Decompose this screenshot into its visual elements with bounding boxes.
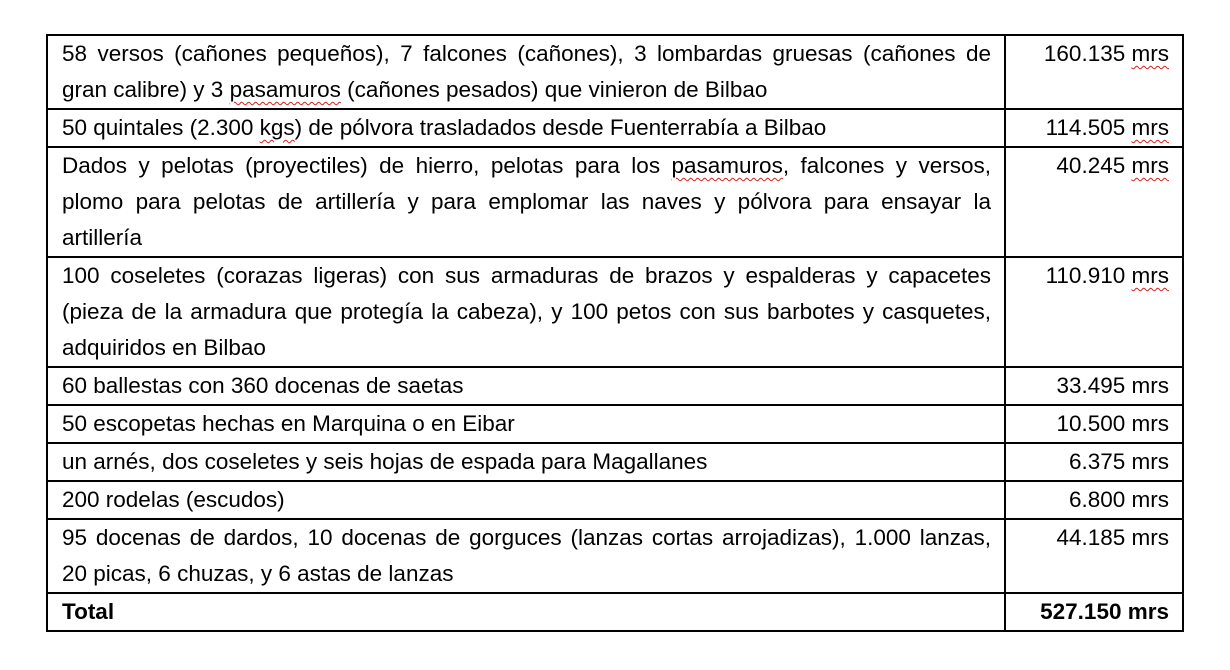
- item-description: [47, 109, 1005, 147]
- description-text: 58 versos (cañones pequeños), 7 falcones (cañones), 3 lombardas gruesas (cañones de gran calibre) y 3: [62, 41, 991, 102]
- expenses-table: [46, 34, 1184, 632]
- description-text: 95 docenas de dardos, 10 docenas de gorguces (lanzas cortas arrojadizas), 1.000 lanzas, 20 picas, 6 chuzas, y 6 astas de lanzas: [62, 525, 991, 586]
- item-description: [47, 147, 1005, 257]
- total-row: [47, 593, 1183, 631]
- amount-text: 110.910: [1045, 263, 1132, 288]
- item-amount: [1005, 443, 1183, 481]
- item-amount: [1005, 367, 1183, 405]
- item-amount: [1005, 519, 1183, 593]
- amount-text: 10.500 mrs: [1056, 411, 1169, 436]
- item-description: [47, 481, 1005, 519]
- description-text: un arnés, dos coseletes y seis hojas de espada para Magallanes: [62, 449, 708, 474]
- description-text: (cañones pesados) que vinieron de Bilbao: [340, 77, 768, 102]
- amount-text: 40.245: [1056, 153, 1132, 178]
- spellcheck-flagged-word: mrs: [1131, 115, 1169, 140]
- description-text: Dados y pelotas (proyectiles) de hierro, pelotas para los: [62, 153, 672, 178]
- table-row: [47, 519, 1183, 593]
- description-text: 50 escopetas hechas en Marquina o en Eibar: [62, 411, 515, 436]
- table-body: [47, 35, 1183, 631]
- spellcheck-flagged-word: kgs: [259, 115, 295, 140]
- item-amount: [1005, 257, 1183, 367]
- amount-text: 6.800 mrs: [1068, 487, 1169, 512]
- spellcheck-flagged-word: mrs: [1131, 41, 1169, 66]
- item-description: [47, 443, 1005, 481]
- table-row: [47, 35, 1183, 109]
- item-description: [47, 519, 1005, 593]
- item-amount: [1005, 35, 1183, 109]
- table-row: [47, 367, 1183, 405]
- item-amount: [1005, 405, 1183, 443]
- table-row: [47, 481, 1183, 519]
- table-row: [47, 147, 1183, 257]
- table-row: [47, 257, 1183, 367]
- description-text: 100 coseletes (corazas ligeras) con sus armaduras de brazos y espalderas y capacetes (pieza de la armadura que protegía la cabeza), y 100 petos con sus barbotes y casquetes, adquiridos en Bilbao: [62, 263, 991, 360]
- table-row: [47, 443, 1183, 481]
- spellcheck-flagged-word: pasamuros: [671, 153, 783, 178]
- table-row: [47, 405, 1183, 443]
- description-text: ) de pólvora trasladados desde Fuenterrabía a Bilbao: [294, 115, 827, 140]
- total-amount: 527.150 mrs: [1005, 593, 1183, 631]
- description-text: 50 quintales (2.300: [62, 115, 260, 140]
- description-text: , falcones y versos, plomo para pelotas de artillería y para emplomar las naves y pólvora para ensayar la artillería: [62, 153, 991, 250]
- amount-text: 160.135: [1043, 41, 1132, 66]
- item-amount: [1005, 109, 1183, 147]
- amount-text: 44.185 mrs: [1056, 525, 1169, 550]
- item-description: [47, 367, 1005, 405]
- item-description: [47, 35, 1005, 109]
- description-text: 200 rodelas (escudos): [62, 487, 285, 512]
- amount-text: 114.505: [1045, 115, 1132, 140]
- item-amount: [1005, 481, 1183, 519]
- spellcheck-flagged-word: mrs: [1131, 153, 1169, 178]
- amount-text: 6.375 mrs: [1068, 449, 1169, 474]
- spellcheck-flagged-word: pasamuros: [229, 77, 341, 102]
- spellcheck-flagged-word: mrs: [1131, 263, 1169, 288]
- table-row: [47, 109, 1183, 147]
- item-description: [47, 405, 1005, 443]
- item-description: [47, 257, 1005, 367]
- amount-text: 33.495 mrs: [1056, 373, 1169, 398]
- description-text: 60 ballestas con 360 docenas de saetas: [62, 373, 464, 398]
- total-label: Total: [47, 593, 1005, 631]
- item-amount: [1005, 147, 1183, 257]
